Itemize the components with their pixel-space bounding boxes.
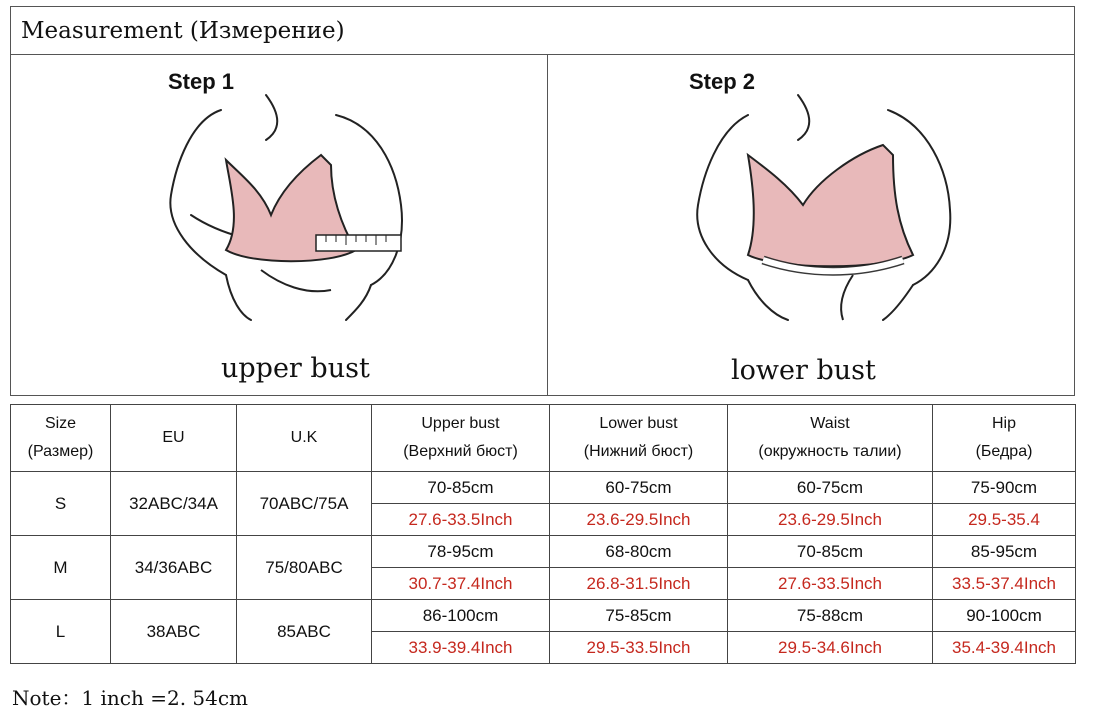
header-upper-bust: Upper bust (Верхний бюст) [372,405,550,472]
upper-bust-inch: 30.7-37.4Inch [372,568,550,600]
step-2-label: Step 2 [689,69,756,94]
lower-bust-illustration [678,85,978,325]
unit-note: Note：1 inch =2. 54cm [12,686,249,710]
lower-bust-cm: 75-85cm [550,600,728,632]
uk-cell: 75/80ABC [237,536,372,600]
header-hip: Hip (Бедра) [933,405,1076,472]
lower-bust-inch: 26.8-31.5Inch [550,568,728,600]
hip-inch: 35.4-39.4Inch [933,632,1076,664]
header-lower-bust: Lower bust (Нижний бюст) [550,405,728,472]
size-chart-table [10,404,1076,664]
upper-bust-illustration [131,85,431,325]
eu-cell: 34/36ABC [111,536,237,600]
lower-bust-cm: 60-75cm [550,472,728,504]
upper-bust-cm: 86-100cm [372,600,550,632]
hip-cm: 75-90cm [933,472,1076,504]
lower-bust-inch: 29.5-33.5Inch [550,632,728,664]
waist-inch: 29.5-34.6Inch [728,632,933,664]
size-cell: M [11,536,111,600]
uk-cell: 70ABC/75A [237,472,372,536]
table-row [11,600,1076,632]
lower-bust-inch: 23.6-29.5Inch [550,504,728,536]
size-cell: S [11,472,111,536]
size-cell: L [11,600,111,664]
hip-inch: 33.5-37.4Inch [933,568,1076,600]
step-1-label: Step 1 [168,69,235,94]
step-2-panel [548,55,1075,396]
lower-bust-cm: 68-80cm [550,536,728,568]
table-header-row [11,405,1076,472]
waist-cm: 70-85cm [728,536,933,568]
waist-cm: 75-88cm [728,600,933,632]
table-row [11,472,1076,504]
hip-cm: 85-95cm [933,536,1076,568]
uk-cell: 85ABC [237,600,372,664]
waist-inch: 23.6-29.5Inch [728,504,933,536]
eu-cell: 38ABC [111,600,237,664]
hip-inch: 29.5-35.4 [933,504,1076,536]
upper-bust-cm: 78-95cm [372,536,550,568]
step-1-caption: upper bust [221,353,370,384]
header-eu: EU [111,405,237,472]
upper-bust-cm: 70-85cm [372,472,550,504]
step-2-caption: lower bust [731,355,876,386]
upper-bust-inch: 33.9-39.4Inch [372,632,550,664]
step-1-panel [11,55,548,396]
page-title: Measurement (Измерение) [11,7,1074,55]
eu-cell: 32ABC/34A [111,472,237,536]
waist-inch: 27.6-33.5Inch [728,568,933,600]
waist-cm: 60-75cm [728,472,933,504]
header-waist: Waist (окружность талии) [728,405,933,472]
upper-bust-inch: 27.6-33.5Inch [372,504,550,536]
table-row [11,536,1076,568]
hip-cm: 90-100cm [933,600,1076,632]
header-size: Size (Размер) [11,405,111,472]
header-uk: U.K [237,405,372,472]
measurement-frame [10,6,1075,396]
